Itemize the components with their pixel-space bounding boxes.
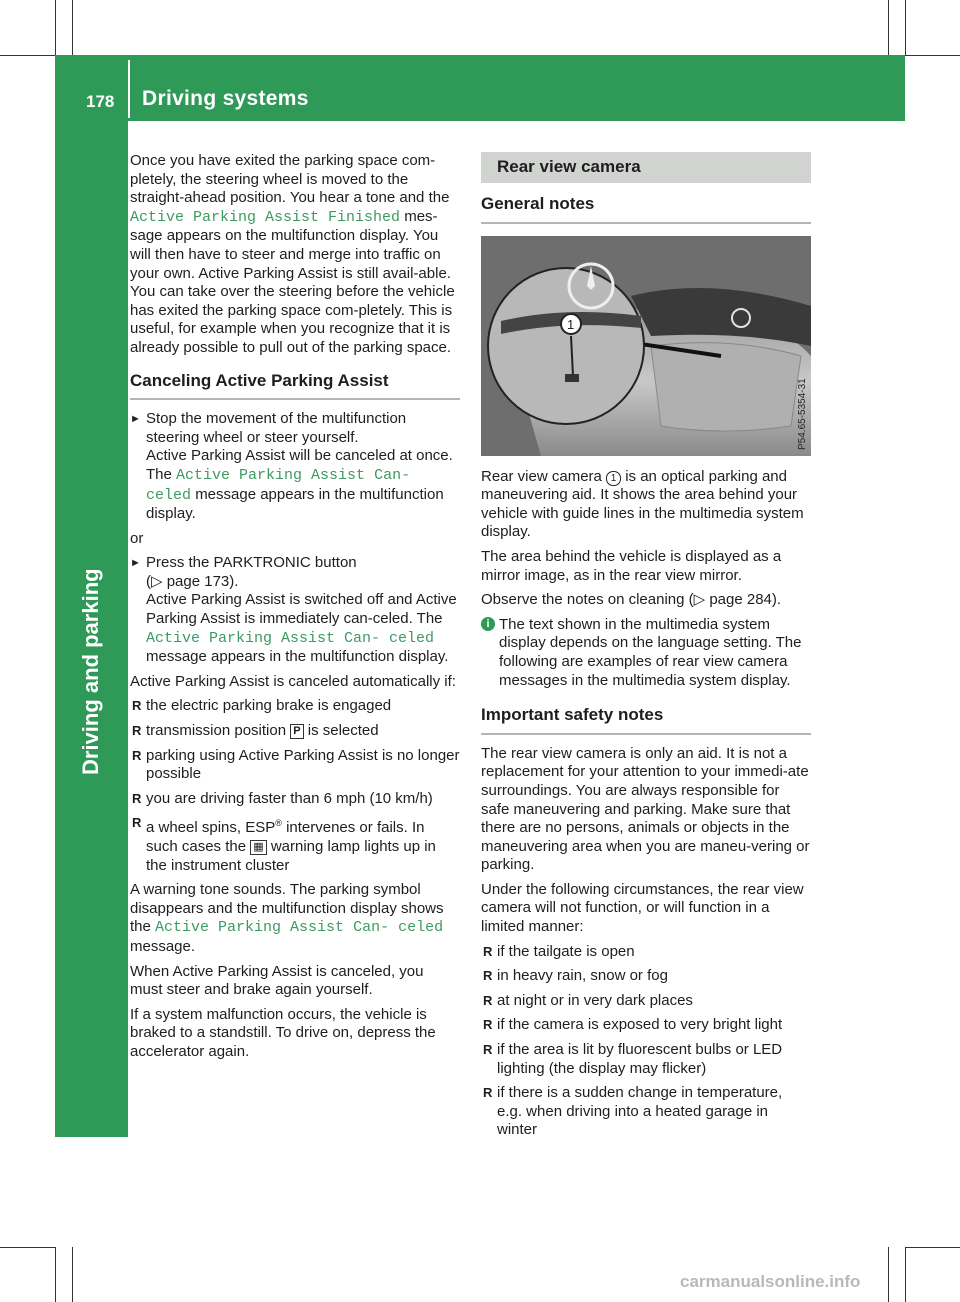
text: message appears in the multifunction display. — [146, 485, 444, 523]
text: a wheel spins, ESP — [146, 819, 276, 837]
bullet-icon: R — [483, 992, 493, 1008]
bullet-icon: R — [483, 943, 493, 959]
list-item — [130, 722, 460, 741]
figure-code: P54.65-5354-31 — [797, 377, 808, 450]
paragraph: The area behind the vehicle is displayed as a mirror image, as in the rear view mirror. — [481, 547, 782, 584]
bullet-icon: R — [132, 747, 142, 763]
rear-view-camera-figure — [481, 236, 811, 456]
text: at night or in very dark places — [497, 991, 693, 1009]
text: if the camera is exposed to very bright light — [497, 1016, 783, 1034]
paragraph: When Active Parking Assist is canceled, you must steer and brake again yourself. — [130, 962, 424, 999]
paragraph: The rear view camera is only an aid. It is not a replacement for your attention to your immedi-ate surroundings. You are always responsible for safe maneuvering and parking. Make sure that there are no persons, animals or objects in the maneuvering area when you are maneu-vering or parking. — [481, 744, 810, 874]
text: Active Parking Assist is switched off and Active Parking Assist is immediately can-celed. The — [146, 591, 457, 628]
text: A warning tone sounds. The parking symbol disappears and the multifunction display shows the — [130, 881, 444, 936]
step-arrow-icon: ► — [130, 557, 141, 570]
or-label: or — [130, 529, 144, 547]
paragraph — [130, 881, 460, 956]
text: Press the PARKTRONIC button — [146, 554, 357, 572]
text: message appears in the multifunction display. — [146, 648, 449, 666]
text: if the area is lit by fluorescent bulbs or LED lighting (the display may flicker) — [497, 1041, 783, 1077]
display-message: Active Parking Assist Can‐ celed — [146, 466, 411, 504]
display-message: Active Parking Assist Finished — [130, 208, 401, 226]
text: Active Parking Assist will be canceled at once. The — [146, 447, 453, 483]
info-note — [481, 616, 811, 690]
paragraph: If a system malfunction occurs, the vehicle is braked to a standstill. To drive on, depress the accelerator again. — [130, 1005, 436, 1060]
text: Once you have exited the parking space com-pletely, the steering wheel is moved to the straight-ahead position. You hear a tone and the — [130, 152, 450, 207]
paragraph — [130, 152, 460, 358]
park-position-icon: P — [290, 724, 303, 739]
page-title: Driving systems — [142, 87, 309, 110]
figure-callout-1: 1 — [567, 316, 575, 332]
crop-mark — [905, 55, 960, 56]
display-message: Active Parking Assist Can‐ celed — [155, 919, 444, 937]
crop-mark — [72, 0, 73, 55]
bullet-icon: R — [483, 1085, 493, 1101]
text: mes-sage appears on the multifunction display. You will then have to steer and merge into traffic on your own. Active Parking Assist is still avail-able. You can take over the steering before the vehicle has exited the parking space com-pletely. This is useful, for example when you recognize that it is already possible to pull out of the parking space. — [130, 207, 455, 356]
bullet-icon: R — [483, 1042, 493, 1058]
text: warning lamp lights up in the instrument cluster — [146, 838, 436, 874]
section-heading: Canceling Active Parking Assist — [130, 372, 460, 401]
paragraph: Active Parking Assist is canceled automatically if: — [130, 672, 456, 690]
section-heading: General notes — [481, 195, 811, 224]
list-item — [130, 747, 460, 784]
text: transmission position — [146, 722, 287, 740]
paragraph — [481, 468, 811, 542]
text: if there is a sudden change in temperature, e.g. when driving into a heated garage in winter — [497, 1084, 783, 1139]
left-column — [130, 152, 460, 1068]
text: Rear view camera — [481, 467, 602, 485]
list-item — [130, 790, 460, 809]
crop-mark — [905, 1247, 960, 1248]
text: is selected — [307, 722, 379, 740]
text: in heavy rain, snow or fog — [497, 967, 668, 985]
bullet-icon: R — [132, 815, 142, 831]
crop-mark — [0, 1247, 55, 1248]
text — [146, 447, 460, 523]
list-item — [481, 992, 811, 1011]
list-item — [130, 697, 460, 716]
section-banner: Rear view camera — [481, 152, 811, 183]
page-number: 178 — [86, 92, 115, 111]
section-heading: Important safety notes — [481, 706, 811, 735]
text: message. — [130, 937, 196, 955]
text: The text shown in the multimedia system display depends on the language setting. The following are examples of rear view camera messages in the multimedia system display. — [499, 615, 802, 689]
right-column — [481, 152, 811, 1146]
paragraph: Under the following circumstances, the rear view camera will not function, or will function in a limited manner: — [481, 880, 804, 936]
watermark[interactable]: carmanualsonline.info — [680, 1272, 861, 1291]
crop-mark — [905, 0, 906, 55]
crop-mark — [55, 0, 56, 55]
list-item — [481, 967, 811, 986]
crop-mark — [888, 1247, 889, 1302]
registered-mark: ® — [275, 818, 282, 829]
text — [146, 591, 460, 666]
car-rear-illustration — [481, 236, 811, 456]
bullet-icon: R — [132, 723, 142, 739]
header-divider — [128, 60, 130, 118]
info-icon: i — [481, 617, 495, 631]
bullet-icon: R — [132, 790, 142, 806]
bullet-icon: R — [483, 968, 493, 984]
list-item — [130, 814, 460, 875]
crop-mark — [888, 0, 889, 55]
text: is an optical parking and maneuvering aid. It shows the area behind your vehicle with guide lines in the multimedia system display. — [481, 467, 804, 541]
page-reference: (▷ page 173). — [146, 572, 239, 590]
crop-mark — [55, 1247, 56, 1302]
list-item — [481, 1041, 811, 1078]
callout-number: 1 — [606, 471, 621, 486]
side-tab-label: Driving and parking — [78, 568, 103, 775]
text: parking using Active Parking Assist is no longer possible — [146, 746, 460, 783]
crop-mark — [72, 1247, 73, 1302]
text: intervenes or fails. In such cases the — [146, 819, 425, 855]
text: Stop the movement of the multifunction steering wheel or steer yourself. — [146, 410, 407, 446]
bullet-icon: R — [132, 698, 142, 714]
list-item — [481, 943, 811, 962]
text: the electric parking brake is engaged — [146, 697, 392, 715]
step-arrow-icon: ► — [130, 413, 141, 426]
esp-warning-lamp-icon: ▦ — [250, 840, 266, 855]
list-item — [481, 1084, 811, 1140]
instruction-step — [130, 410, 460, 524]
crop-mark — [905, 1247, 906, 1302]
instruction-step — [130, 554, 460, 667]
display-message: Active Parking Assist Can‐ celed — [146, 629, 435, 647]
text: if the tailgate is open — [497, 942, 635, 960]
bullet-icon: R — [483, 1017, 493, 1033]
paragraph: Observe the notes on cleaning (▷ page 284). — [481, 591, 782, 609]
text: you are driving faster than 6 mph (10 km/h) — [146, 789, 433, 807]
list-item — [481, 1016, 811, 1035]
crop-mark — [0, 55, 55, 56]
